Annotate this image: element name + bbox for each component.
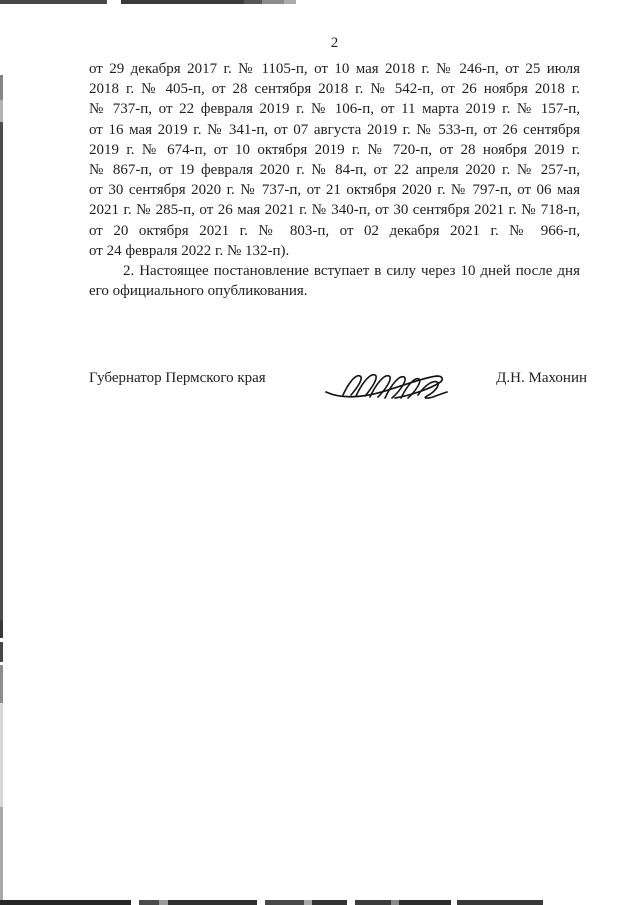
clause-2-text-line: его официального опубликования. (89, 283, 308, 300)
document-body (89, 59, 580, 301)
amendments-text-line: 2018 г. № 405-п, от 28 сентября 2018 г. № 542-п, от 26 ноября 2018 г. (89, 81, 580, 98)
signer-position-title: Губернатор Пермского края (89, 370, 266, 386)
page-number: 2 (330, 35, 339, 51)
amendments-text-line: от 30 сентября 2020 г. № 737-п, от 21 октября 2020 г. № 797-п, от 06 мая (89, 182, 580, 199)
signer-name: Д.Н. Махонин (496, 370, 587, 386)
amendments-text-line: от 16 мая 2019 г. № 341-п, от 07 августа 2019 г. № 533-п, от 26 сентября (89, 121, 580, 138)
handwritten-signature-icon (323, 368, 450, 402)
paragraph-amendments (89, 59, 580, 261)
scan-artifact-bottom-edge (0, 900, 640, 905)
paragraph-clause-2 (89, 261, 580, 301)
scan-artifact-top-edge (0, 0, 640, 4)
amendments-text-line: от 20 октября 2021 г. № 803-п, от 02 декабря 2021 г. № 966-п, (89, 222, 580, 239)
amendments-text-line: от 29 декабря 2017 г. № 1105-п, от 10 мая 2018 г. № 246-п, от 25 июля (89, 61, 580, 77)
scan-artifact-left-edge (0, 0, 3, 905)
amendments-text-line: № 737-п, от 22 февраля 2019 г. № 106-п, от 11 марта 2019 г. № 157-п, (89, 101, 580, 118)
amendments-text-line: 2021 г. № 285-п, от 26 мая 2021 г. № 340-п, от 30 сентября 2021 г. № 718-п, (89, 202, 580, 219)
amendments-text-line: 2019 г. № 674-п, от 10 октября 2019 г. № 720-п, от 28 ноября 2019 г. (89, 141, 580, 158)
amendments-text-line: от 24 февраля 2022 г. № 132-п). (89, 242, 290, 259)
clause-2-text-line: 2. Настоящее постановление вступает в силу через 10 дней после дня (123, 263, 580, 280)
signature-block (89, 368, 587, 404)
amendments-text-line: № 867-п, от 19 февраля 2020 г. № 84-п, от 22 апреля 2020 г. № 257-п, (89, 162, 580, 179)
